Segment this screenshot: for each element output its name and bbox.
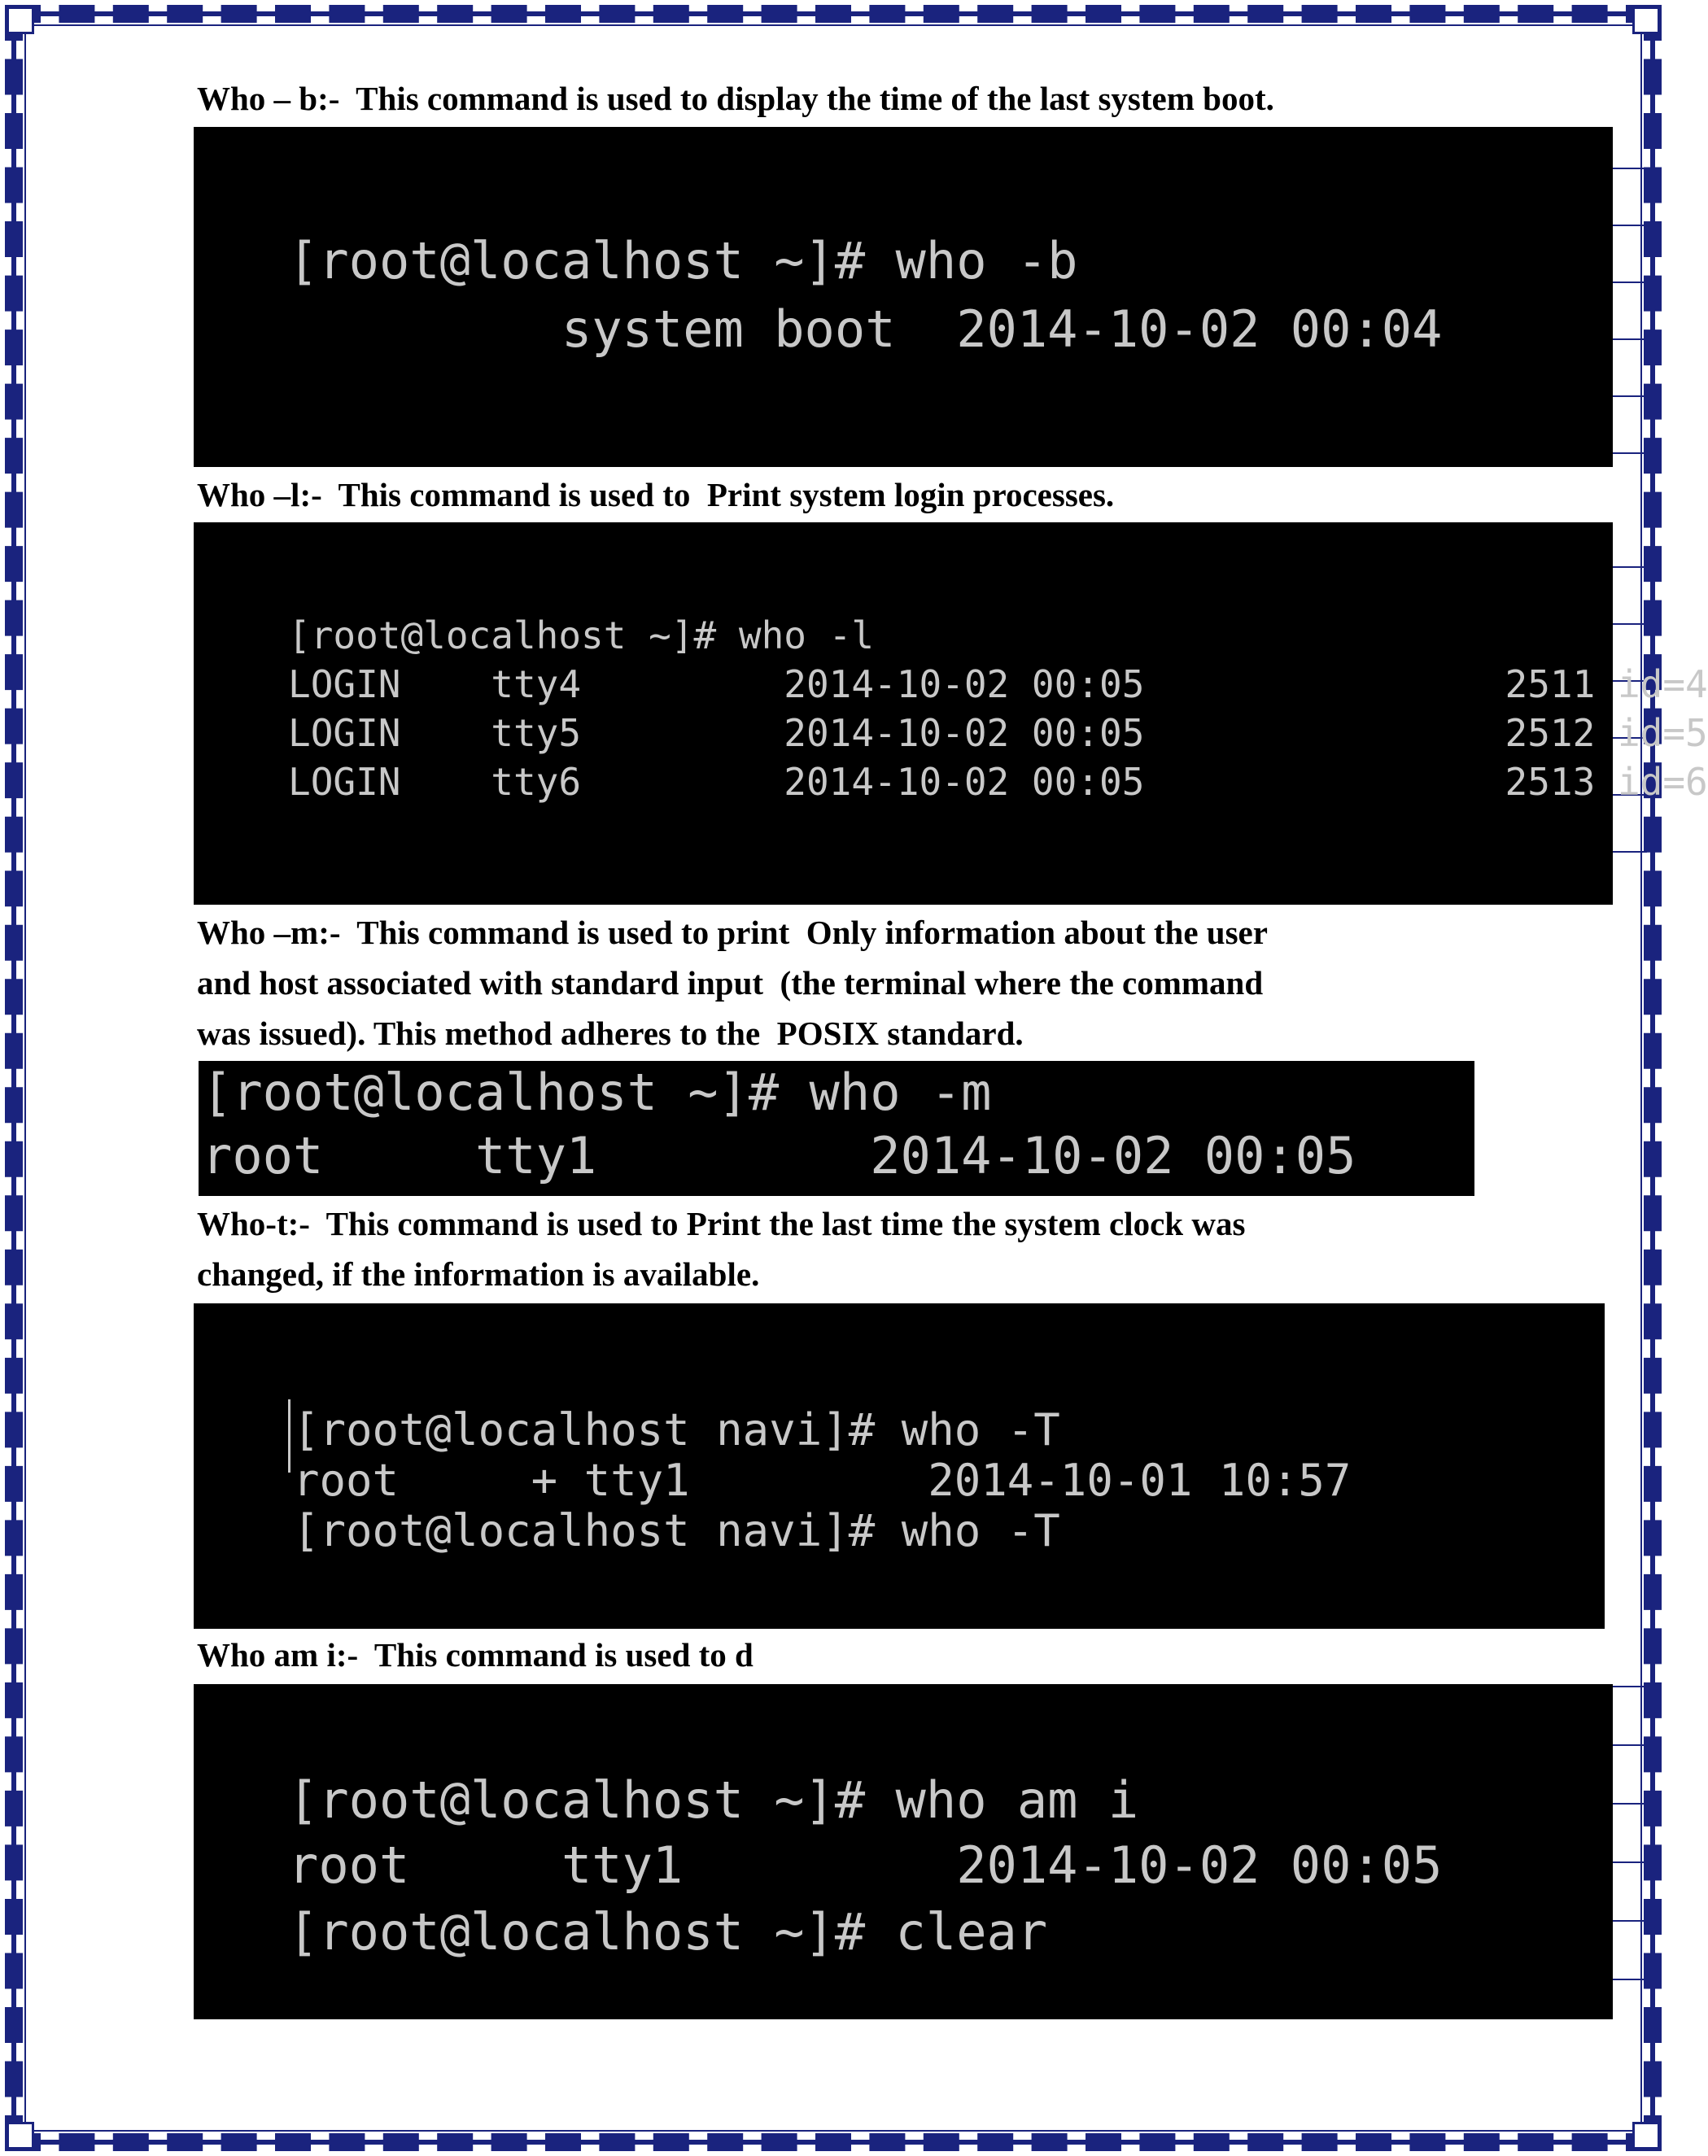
terminal-line: root + tty1 2014-10-01 10:57 [293,1455,1352,1506]
terminal-screenshot-who-t [194,1303,1605,1629]
terminal-line: root tty1 2014-10-02 00:05 [202,1126,1356,1185]
tick-mark [1611,1979,1647,1980]
tick-mark [1611,395,1647,397]
tick-mark [1611,623,1647,625]
border-corner-ornament [1632,2122,1660,2149]
tick-mark [1611,282,1647,283]
terminal-line: LOGIN tty5 2014-10-02 00:05 2512 id=5 [288,711,1708,755]
tick-mark [1611,851,1647,853]
terminal-line: LOGIN tty4 2014-10-02 00:05 2511 id=4 [288,662,1708,706]
border-corner-ornament [7,7,34,34]
tick-mark [1611,1861,1647,1863]
terminal-screenshot-who-am-i [194,1684,1613,2019]
terminal-screenshot-who-b [194,127,1613,467]
border-corner-ornament [1632,7,1660,34]
tick-mark [1611,1803,1647,1805]
text-cursor [288,1399,290,1473]
terminal-line: [root@localhost navi]# who -T [293,1505,1060,1556]
section-heading-who-t: Who-t:- This command is used to Print the last time the system clock was changed, if the information is available. [197,1205,1246,1293]
terminal-screenshot-who-l [194,522,1708,905]
terminal-line: [root@localhost ~]# who -b [288,231,1078,290]
terminal-screenshot-who-m [199,1061,1474,1196]
terminal-line: [root@localhost navi]# who -T [293,1404,1060,1456]
tick-mark [1611,225,1647,226]
terminal-line: root tty1 2014-10-02 00:05 [288,1835,1443,1895]
tick-mark [1611,338,1647,340]
section-heading-who-b: Who – b:- This command is used to display the time of the last system boot. [197,80,1274,117]
tick-mark [1611,1744,1647,1746]
tick-mark [1611,1920,1647,1922]
terminal-line: [root@localhost ~]# who -m [202,1063,992,1122]
section-heading-who-am-i: Who am i:- This command is used to d [197,1636,754,1674]
terminal-line: [root@localhost ~]# who -l [288,613,875,657]
section-heading-who-m: Who –m:- This command is used to print Only information about the user and host associated with standard input (the terminal where the command was issued). This method adheres to the POSIX standard. [197,914,1268,1052]
tick-mark [1611,566,1647,568]
tick-mark [1611,1686,1647,1687]
terminal-line: [root@localhost ~]# who am i [288,1770,1139,1830]
tick-mark [1611,452,1647,454]
border-corner-ornament [7,2122,34,2149]
section-heading-who-l: Who –l:- This command is used to Print system login processes. [197,476,1115,513]
terminal-line-clipped [288,1902,1427,1962]
terminal-line-clipped [288,1505,1427,1556]
terminal-line: system boot 2014-10-02 00:04 [288,299,1443,359]
tick-mark [1611,168,1647,169]
terminal-line: LOGIN tty6 2014-10-02 00:05 2513 id=6 [288,760,1708,804]
terminal-line: [root@localhost ~]# clear [288,1902,1048,1962]
